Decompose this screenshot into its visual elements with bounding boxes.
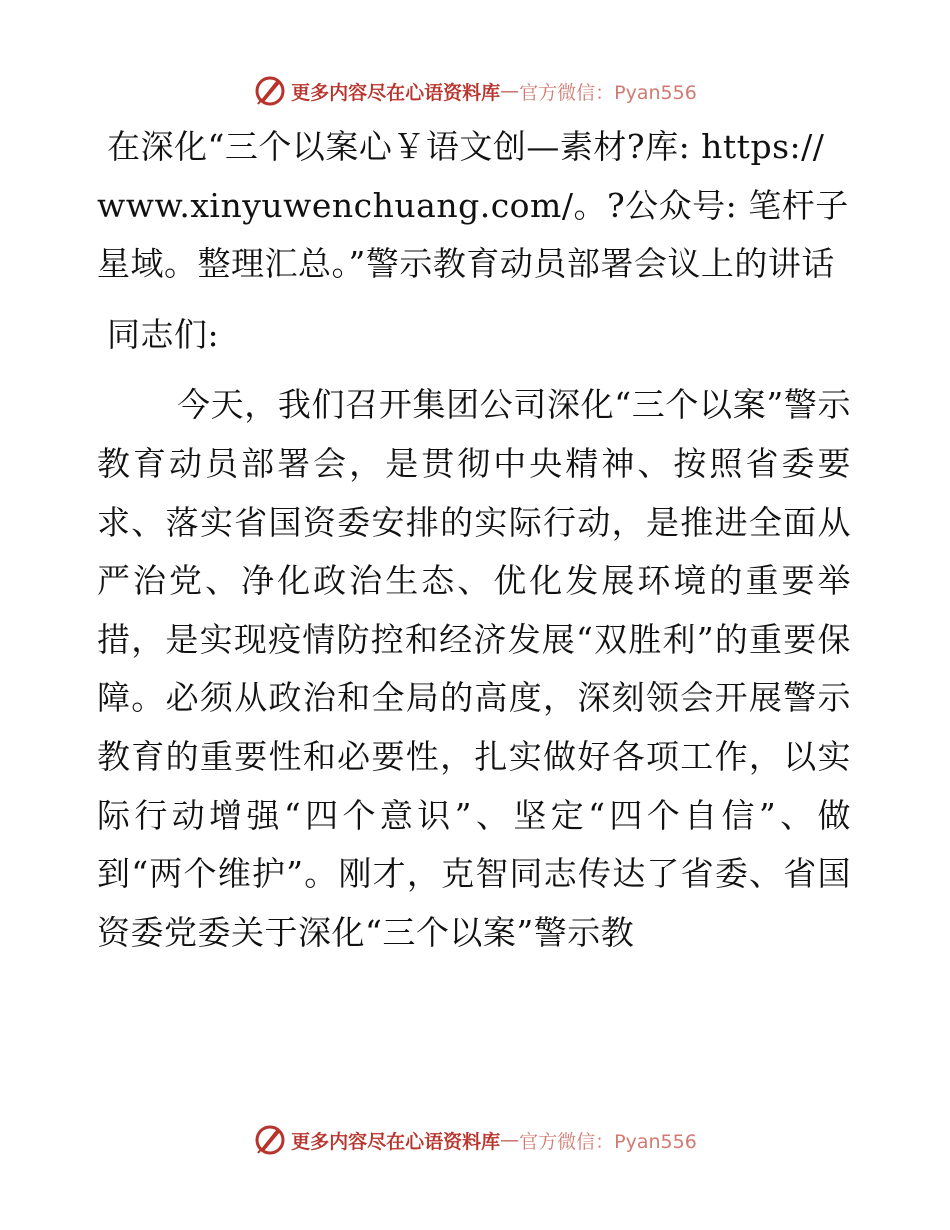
quill-pen-circle-logo-icon — [253, 1123, 287, 1157]
document-body — [97, 118, 851, 962]
document-title: 在深化“三个以案心￥语文创—素材?库: https://www.xinyuwenchuang.com/。?公众号: 笔杆子星域。整理汇总。”警示教育动员部署会议上的讲话 — [97, 127, 849, 284]
banner-sub-text: 官方微信：Pyan556 — [519, 1130, 697, 1153]
banner-separator: — — [500, 1129, 520, 1151]
banner-main-text: 更多内容尽在心语资料库 — [291, 81, 501, 104]
footer-banner — [0, 1120, 950, 1160]
body-paragraph: 今天，我们召开集团公司深化“三个以案”警示教育动员部署会，是贯彻中央精神、按照省委要求、落实省国资委安排的实际行动，是推进全面从严治党、净化政治生态、优化发展环境的重要举措，是实现疫情防控和经济发展“双胜利”的重要保障。必须从政治和全局的高度，深刻领会开展警示教育的重要性和必要性，扎实做好各项工作，以实际行动增强“四个意识”、坚定“四个自信”、做到“两个维护”。刚才，克智同志传达了省委、省国资委党委关于深化“三个以案”警示教 — [97, 385, 851, 952]
salutation: 同志们: — [107, 314, 220, 354]
banner-separator: — — [500, 80, 520, 102]
quill-pen-circle-logo-icon — [253, 74, 287, 108]
header-banner — [0, 71, 950, 111]
banner-main-text: 更多内容尽在心语资料库 — [291, 1130, 501, 1153]
banner-sub-text: 官方微信：Pyan556 — [519, 81, 697, 104]
